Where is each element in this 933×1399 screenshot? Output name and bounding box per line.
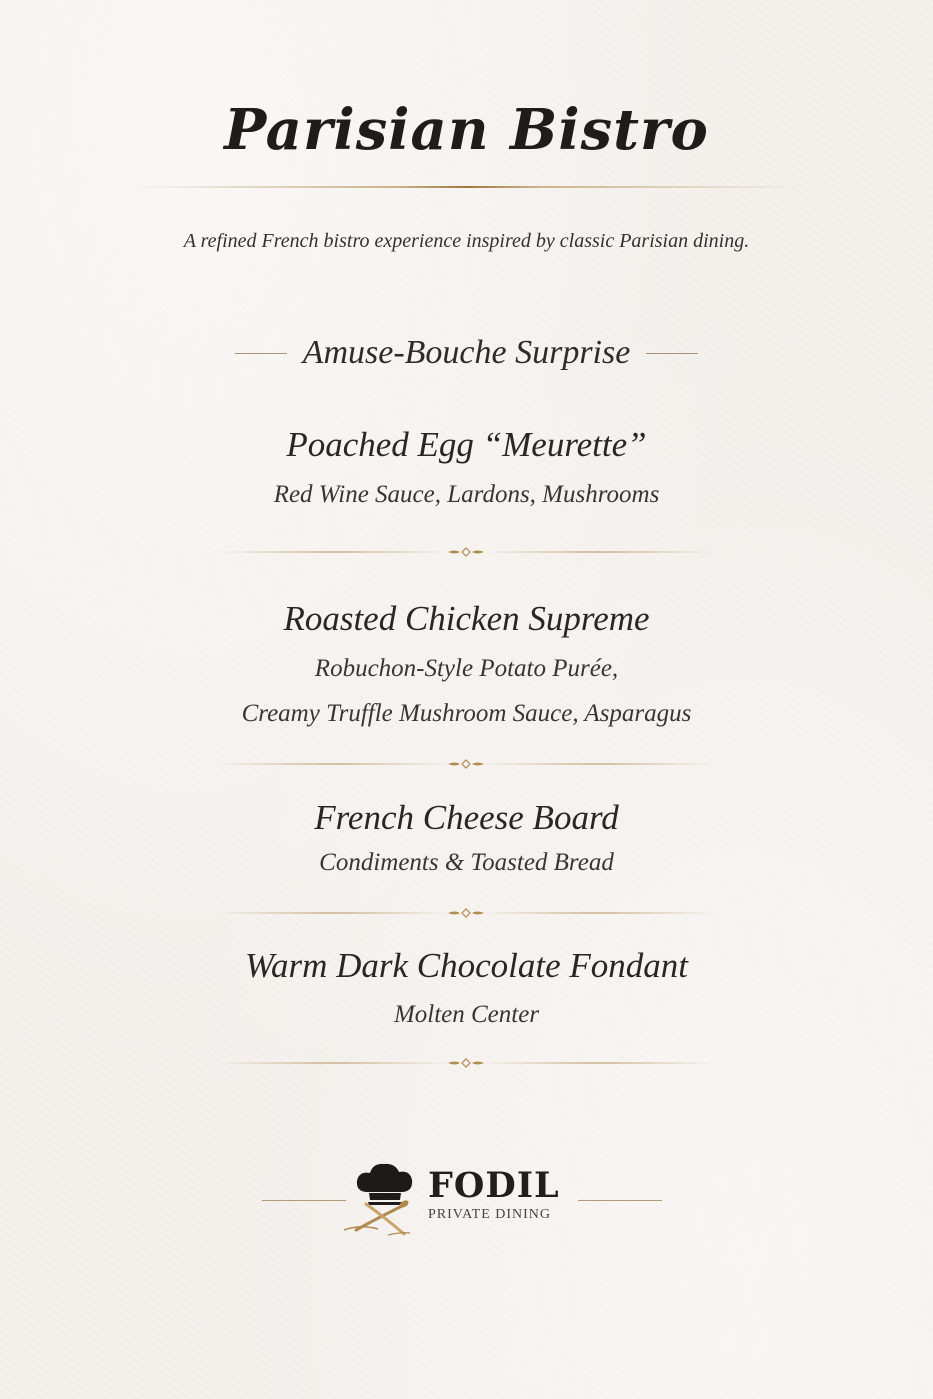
course-1-name: Poached Egg “Meurette” [286, 425, 647, 464]
footer-right-rule [578, 1200, 662, 1201]
ornament-divider-1 [216, 546, 716, 558]
amuse-bouche-heading [0, 330, 933, 376]
ornament-divider-2 [216, 758, 716, 770]
brand-name: FODIL [428, 1165, 560, 1206]
amuse-left-rule [235, 353, 287, 354]
brand-subtitle: PRIVATE DINING [428, 1207, 552, 1222]
footer-left-rule [262, 1200, 346, 1201]
course-2-name: Roasted Chicken Supreme [283, 599, 650, 638]
course-4-name: Warm Dark Chocolate Fondant [245, 946, 688, 985]
menu-title: Parisian Bistro [224, 97, 709, 163]
chef-hat-with-utensils-icon [338, 1158, 428, 1240]
course-2-description-line-2: Creamy Truffle Mushroom Sauce, Asparagus [241, 700, 692, 727]
menu-tagline: A refined French bistro experience inspired by classic Parisian dining. [183, 230, 750, 252]
ornament-divider-4 [216, 1057, 716, 1069]
course-3-description: Condiments & Toasted Bread [319, 849, 614, 876]
course-1-description: Red Wine Sauce, Lardons, Mushrooms [273, 481, 660, 508]
course-4-description: Molten Center [393, 1001, 540, 1028]
course-3-name: French Cheese Board [314, 798, 619, 837]
amuse-right-rule [646, 353, 698, 354]
amuse-bouche-label: Amuse-Bouche Surprise [302, 334, 631, 371]
title-divider [130, 186, 803, 188]
course-2-description-line-1: Robuchon-Style Potato Purée, [314, 655, 619, 682]
ornament-divider-3 [216, 907, 716, 919]
